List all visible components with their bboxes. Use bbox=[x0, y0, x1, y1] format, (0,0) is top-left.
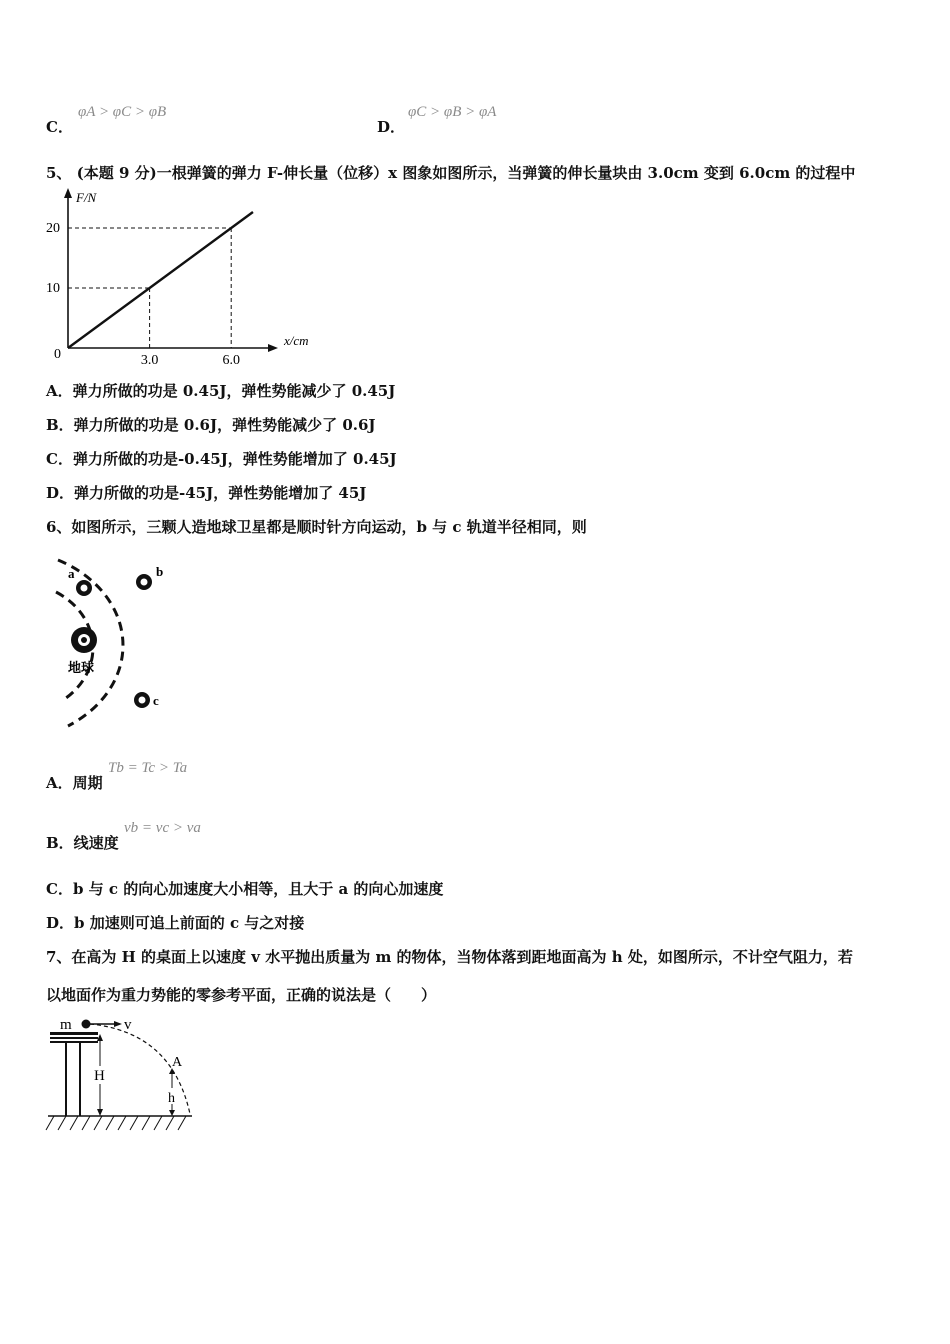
height-h-arrowhead-bottom bbox=[169, 1110, 175, 1116]
q5-option-d: D．弹力所做的功是-45J，弹性势能增加了 45J bbox=[46, 484, 367, 502]
q5-force-extension-chart bbox=[40, 186, 330, 370]
satellite-c-label: c bbox=[153, 693, 159, 708]
series-line-0 bbox=[68, 212, 253, 348]
height-H-arrowhead-bottom bbox=[97, 1109, 103, 1116]
q4-option-d-expression: φC > φB > φA bbox=[408, 104, 497, 120]
q6-option-c: C．b 与 c 的向心加速度大小相等，且大于 a 的向心加速度 bbox=[46, 880, 444, 898]
height-h-label: h bbox=[168, 1091, 175, 1106]
table-top-edge bbox=[50, 1037, 98, 1039]
satellite-b-label: b bbox=[156, 564, 164, 579]
ball-icon bbox=[82, 1020, 91, 1029]
x-tick-label-1: 6.0 bbox=[222, 353, 240, 368]
satellite-a-label: a bbox=[68, 566, 75, 581]
table-top bbox=[50, 1032, 98, 1035]
q6-stem: 6、如图所示，三颗人造地球卫星都是顺时针方向运动，b 与 c 轨道半径相同，则 bbox=[46, 518, 587, 536]
y-axis-arrow bbox=[64, 188, 72, 198]
table-top-edge-2 bbox=[50, 1041, 98, 1043]
earth-label: 地球 bbox=[68, 660, 95, 675]
y-tick-label-0: 10 bbox=[46, 281, 60, 296]
satellite-c-center bbox=[139, 697, 146, 704]
x-axis-label: x/cm bbox=[284, 333, 309, 348]
q5-option-b: B．弹力所做的功是 0.6J，弹性势能减少了 0.6J bbox=[46, 416, 376, 434]
q7-stem-line-2: 以地面作为重力势能的零参考平面，正确的说法是（ ） bbox=[46, 986, 437, 1004]
satellite-b-center bbox=[141, 579, 148, 586]
q5-stem: 5、 (本题 9 分)一根弹簧的弹力 F-伸长量（位移）x 图象如图所示，当弹簧的伸长量块由 3.0cm 变到 6.0cm 的过程中 bbox=[46, 164, 856, 182]
q6-satellite-orbit-figure bbox=[46, 548, 186, 738]
origin-label: 0 bbox=[54, 347, 61, 362]
q4-option-c-label: C． bbox=[46, 118, 73, 136]
earth-icon-core bbox=[81, 637, 87, 643]
mass-label: m bbox=[60, 1017, 72, 1033]
q6-option-d: D．b 加速则可追上前面的 c 与之对接 bbox=[46, 914, 305, 932]
y-axis-label: F/N bbox=[76, 190, 97, 205]
q6-option-a-label: A．周期 bbox=[46, 774, 103, 792]
q6-option-b-label: B．线速度 bbox=[46, 834, 119, 852]
q6-option-b-expression: vb = vc > va bbox=[124, 820, 201, 836]
q5-option-a: A．弹力所做的功是 0.45J，弹性势能减少了 0.45J bbox=[46, 382, 396, 400]
velocity-arrowhead bbox=[114, 1021, 122, 1027]
ground-hatching bbox=[46, 1116, 186, 1130]
height-H-label: H bbox=[94, 1068, 105, 1084]
q6-option-a-expression: Tb = Tc > Ta bbox=[108, 760, 188, 776]
q7-stem-line-1: 7、在高为 H 的桌面上以速度 v 水平抛出质量为 m 的物体，当物体落到距地面高为 h 处，如图所示，不计空气阻力，若 bbox=[46, 948, 853, 966]
q5-option-c: C．弹力所做的功是-0.45J，弹性势能增加了 0.45J bbox=[46, 450, 397, 468]
velocity-label: v bbox=[124, 1017, 132, 1033]
q7-projectile-figure bbox=[44, 1010, 204, 1136]
satellite-a-center bbox=[81, 585, 88, 592]
x-axis-arrow bbox=[268, 344, 278, 352]
x-tick-label-0: 3.0 bbox=[140, 353, 159, 368]
q4-option-c-expression: φA > φC > φB bbox=[78, 104, 167, 120]
q4-option-d-label: D． bbox=[377, 118, 406, 136]
point-A-label: A bbox=[172, 1055, 183, 1070]
y-tick-label-1: 20 bbox=[46, 221, 60, 236]
